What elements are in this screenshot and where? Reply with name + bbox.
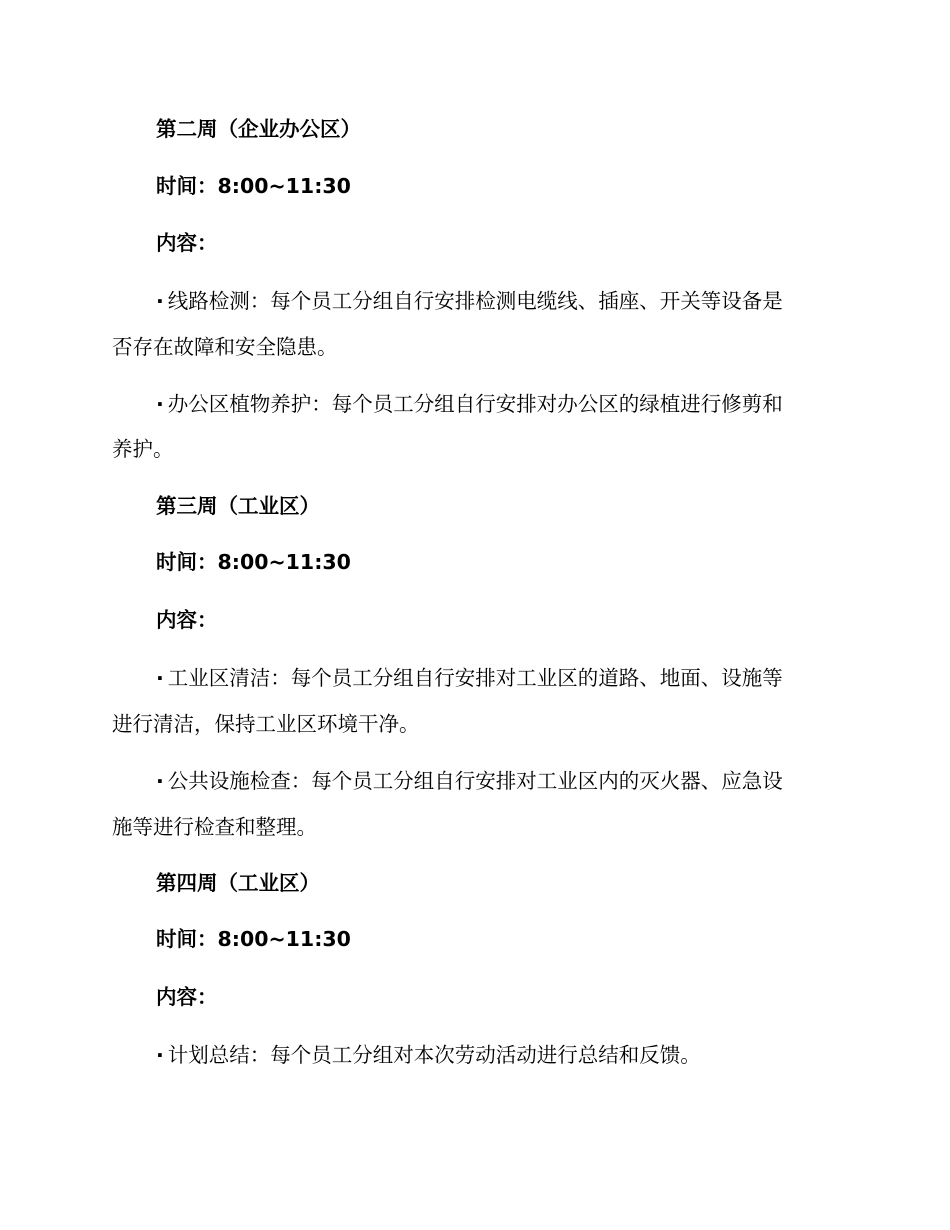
list-item-plant-care: [156, 392, 876, 416]
list-item-continuation: 养护。: [112, 437, 174, 461]
section-time-week-2: 时间：8:00~11:30: [156, 174, 351, 198]
list-item-line-check: [156, 289, 876, 313]
list-item-text: 线路检测：每个员工分组自行安排检测电缆线、插座、开关等设备是: [167, 289, 783, 313]
list-item-continuation: 进行清洁，保持工业区环境干净。: [112, 712, 420, 736]
section-time-week-4: 时间：8:00~11:30: [156, 927, 351, 951]
bullet-icon: ·: [156, 666, 164, 690]
list-item-text: 办公区植物养护：每个员工分组自行安排对办公区的绿植进行修剪和: [167, 392, 783, 416]
bullet-icon: ·: [156, 392, 164, 416]
section-heading-week-2: 第二周（企业办公区）: [156, 117, 361, 141]
list-item-facility-check: [156, 769, 876, 793]
list-item-continuation: 否存在故障和安全隐患。: [112, 335, 338, 359]
section-content-label-week-3: 内容：: [156, 608, 218, 632]
list-item-plan-summary: [156, 1043, 876, 1067]
list-item-text: 公共设施检查：每个员工分组自行安排对工业区内的灭火器、应急设: [167, 769, 783, 793]
list-item-industrial-cleaning: [156, 666, 876, 690]
section-heading-week-4: 第四周（工业区）: [156, 871, 320, 895]
section-content-label-week-4: 内容：: [156, 985, 218, 1009]
list-item-continuation: 施等进行检查和整理。: [112, 815, 317, 839]
bullet-icon: ·: [156, 1043, 164, 1067]
section-time-week-3: 时间：8:00~11:30: [156, 550, 351, 574]
list-item-text: 工业区清洁：每个员工分组自行安排对工业区的道路、地面、设施等: [167, 666, 783, 690]
bullet-icon: ·: [156, 289, 164, 313]
section-heading-week-3: 第三周（工业区）: [156, 494, 320, 518]
bullet-icon: ·: [156, 769, 164, 793]
section-content-label-week-2: 内容：: [156, 231, 218, 255]
list-item-text: 计划总结：每个员工分组对本次劳动活动进行总结和反馈。: [167, 1043, 701, 1067]
